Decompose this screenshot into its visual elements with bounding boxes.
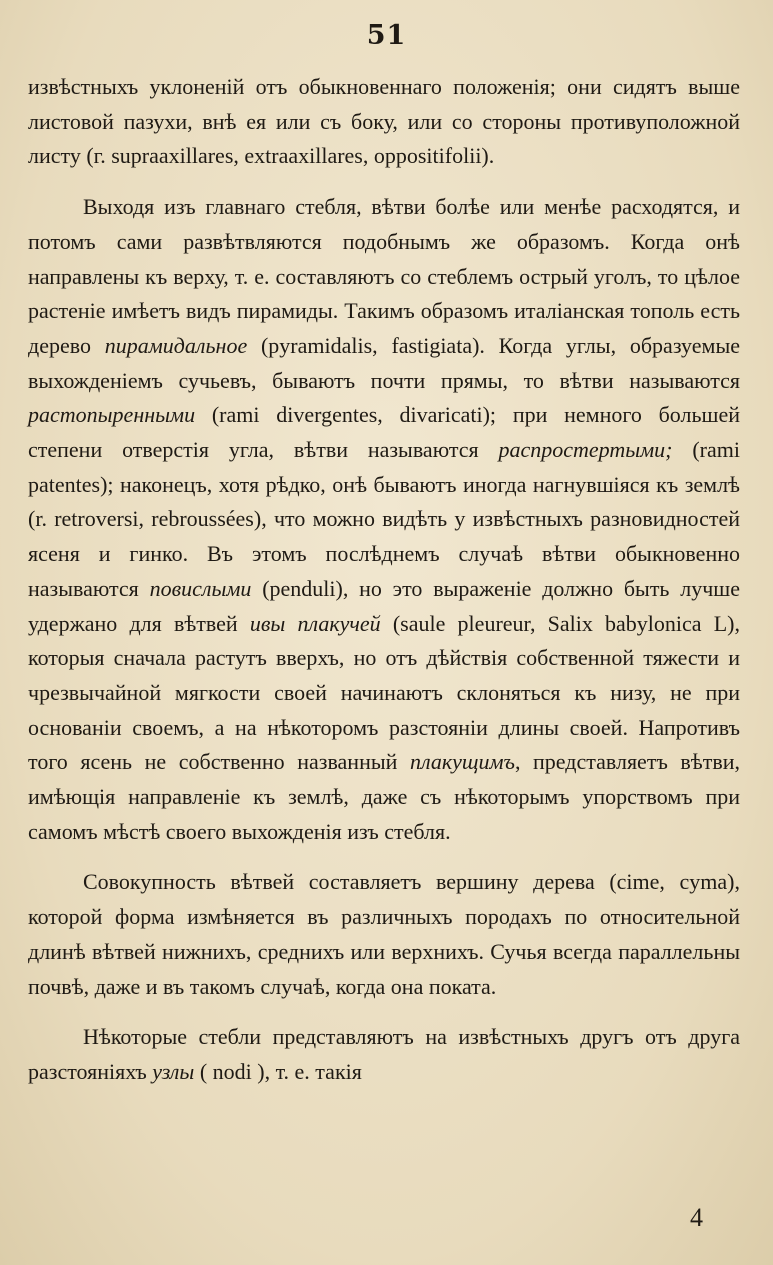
page-number: 51	[366, 20, 407, 51]
body-text	[28, 70, 740, 1090]
text-run: ( nodi ), т. е. такія	[194, 1058, 362, 1084]
text-run: Совокупность вѣтвей составляетъ вершину дерева (cime, cyma), которой форма измѣняется въ различныхъ породахъ по относительной длинѣ вѣтвей нижнихъ, среднихъ или верхнихъ. Сучья всегда параллельны почвѣ, даже и въ такомъ случаѣ, когда она поката.	[28, 869, 740, 999]
text-run: (penduli), но это выраженіе должно быть лучше удержано для вѣтвей	[28, 575, 740, 636]
italic-term: растопыренными	[28, 402, 196, 428]
paragraph	[28, 190, 740, 849]
italic-term: ивы плакучей	[249, 610, 381, 636]
italic-term: повислыми	[149, 575, 252, 601]
italic-term: распростертыми;	[498, 437, 673, 463]
paragraph	[28, 70, 740, 174]
text-run: извѣстныхъ уклоненій отъ обыкновеннаго положенія; они сидятъ выше листовой пазухи, внѣ ея или съ боку, или со стороны противуположной листу (г. supraaxillares, extraaxillares, oppositifolii).	[28, 74, 740, 169]
text-run: , представляетъ вѣтви, имѣющія направленіе къ землѣ, даже съ нѣкоторымъ упорствомъ при самомъ мѣстѣ своего выхожденія изъ стебля.	[28, 749, 740, 844]
text-run: (saule pleureur, Salix babylonica L), которыя сначала растутъ вверхъ, но отъ дѣйствія собственной тяжести и чрезвычайной мягкости своей начинаютъ склоняться къ низу, не при основаніи своемъ, а на нѣкоторомъ разстояніи длины своей. Напротивъ того ясень не собственно названный	[28, 610, 740, 775]
italic-term: плакущимъ	[409, 749, 515, 775]
text-run: (rami divergentes, divaricati); при немного большей степени отверстія угла, вѣтви называются	[28, 402, 740, 463]
italic-term: узлы	[152, 1058, 195, 1084]
paragraph	[28, 1020, 740, 1089]
italic-term: пирамидальное	[104, 332, 248, 358]
text-run: (pyramidalis, fastigiata). Когда углы, образуемые выхожденіемъ сучьевъ, бываютъ почти прямы, то вѣтви называются	[28, 332, 740, 393]
text-run: Выходя изъ главнаго стебля, вѣтви болѣе или менѣе расходятся, и потомъ сами развѣтвляются подобнымъ же образомъ. Когда онѣ направлены къ верху, т. е. составляютъ со стеблемъ острый уголъ, то цѣлое растеніе имѣетъ видъ пирамиды. Такимъ образомъ италіанская тополь есть дерево	[28, 194, 740, 358]
paragraph	[28, 865, 740, 1004]
signature-mark: 4	[690, 1203, 703, 1232]
text-run: (rami patentes); наконецъ, хотя рѣдко, онѣ бываютъ иногда нагнувшіяся къ землѣ (r. retroversi, rebroussées), что можно видѣть у извѣстныхъ разновидностей ясеня и гинко. Въ этомъ послѣднемъ случаѣ вѣтви обыкновенно называются	[28, 437, 740, 601]
text-run: Нѣкоторые стебли представляютъ на извѣстныхъ другъ отъ друга разстояніяхъ	[28, 1024, 740, 1084]
